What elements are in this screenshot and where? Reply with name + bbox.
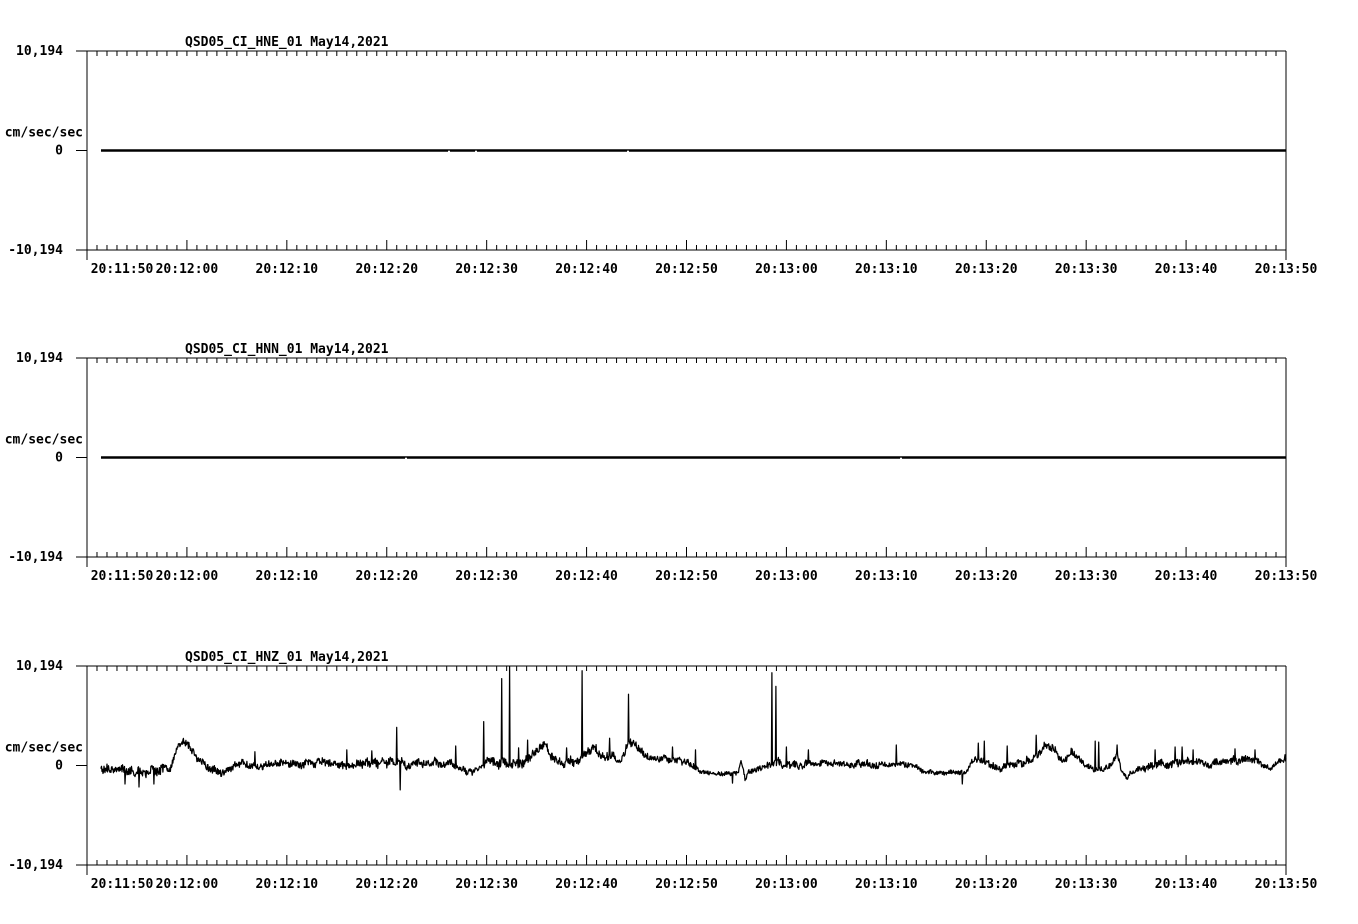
x-tick-label-HNZ-1: 20:12:00 xyxy=(155,877,219,892)
x-tick-label-HNN-11: 20:13:40 xyxy=(1154,569,1218,584)
trace-gap-HNE-1 xyxy=(475,151,477,152)
x-tick-label-HNE-7: 20:13:00 xyxy=(755,262,818,277)
x-tick-label-HNZ-12: 20:13:50 xyxy=(1254,877,1318,892)
y-tick-label-zero-HNN: 0 xyxy=(55,450,63,466)
trace-gap-HNN-0 xyxy=(405,458,407,459)
y-tick-label-zero-HNZ: 0 xyxy=(55,758,63,774)
x-tick-label-HNZ-3: 20:12:20 xyxy=(355,877,419,892)
x-tick-label-HNZ-0: 20:11:50 xyxy=(90,877,154,892)
x-tick-label-HNZ-10: 20:13:30 xyxy=(1054,877,1118,892)
y-tick-label-max-HNN: 10,194 xyxy=(16,351,63,366)
x-tick-label-HNE-0: 20:11:50 xyxy=(90,262,154,277)
x-tick-label-HNZ-11: 20:13:40 xyxy=(1154,877,1218,892)
y-axis-units-HNZ: cm/sec/sec xyxy=(4,740,83,756)
x-tick-label-HNN-8: 20:13:10 xyxy=(855,569,918,584)
x-tick-label-HNE-5: 20:12:40 xyxy=(555,262,618,277)
x-tick-label-HNE-4: 20:12:30 xyxy=(455,262,518,277)
x-tick-label-HNN-4: 20:12:30 xyxy=(455,569,518,584)
x-tick-label-HNE-9: 20:13:20 xyxy=(954,262,1018,277)
x-tick-label-HNN-0: 20:11:50 xyxy=(90,569,154,584)
x-tick-label-HNN-10: 20:13:30 xyxy=(1054,569,1118,584)
x-tick-label-HNZ-6: 20:12:50 xyxy=(655,877,718,892)
x-tick-label-HNN-3: 20:12:20 xyxy=(355,569,419,584)
trace-gap-HNE-0 xyxy=(448,151,450,152)
x-tick-label-HNN-9: 20:13:20 xyxy=(954,569,1018,584)
x-tick-label-HNZ-9: 20:13:20 xyxy=(954,877,1018,892)
x-tick-label-HNN-1: 20:12:00 xyxy=(155,569,219,584)
x-tick-label-HNE-2: 20:12:10 xyxy=(255,262,319,277)
panel-title-HNN: QSD05_CI_HNN_01 May14,2021 xyxy=(185,342,389,357)
y-tick-label-min-HNZ: -10,194 xyxy=(8,858,63,873)
y-tick-label-max-HNZ: 10,194 xyxy=(16,659,63,674)
panel-title-HNE: QSD05_CI_HNE_01 May14,2021 xyxy=(185,35,389,50)
x-tick-label-HNZ-7: 20:13:00 xyxy=(755,877,818,892)
panel-title-HNZ: QSD05_CI_HNZ_01 May14,2021 xyxy=(185,650,389,665)
x-tick-label-HNN-12: 20:13:50 xyxy=(1254,569,1318,584)
x-tick-label-HNE-12: 20:13:50 xyxy=(1254,262,1318,277)
y-tick-label-min-HNN: -10,194 xyxy=(8,550,63,565)
x-tick-label-HNE-10: 20:13:30 xyxy=(1054,262,1118,277)
x-tick-label-HNZ-8: 20:13:10 xyxy=(855,877,918,892)
x-tick-label-HNN-7: 20:13:00 xyxy=(755,569,818,584)
y-axis-units-HNN: cm/sec/sec xyxy=(4,432,83,448)
x-tick-label-HNN-6: 20:12:50 xyxy=(655,569,718,584)
x-tick-label-HNN-2: 20:12:10 xyxy=(255,569,319,584)
y-tick-label-zero-HNE: 0 xyxy=(55,143,63,159)
y-axis-units-HNE: cm/sec/sec xyxy=(4,125,83,141)
x-tick-label-HNE-11: 20:13:40 xyxy=(1154,262,1218,277)
x-tick-label-HNE-8: 20:13:10 xyxy=(855,262,918,277)
x-tick-label-HNE-3: 20:12:20 xyxy=(355,262,419,277)
y-tick-label-max-HNE: 10,194 xyxy=(16,44,63,59)
trace-gap-HNN-1 xyxy=(900,458,902,459)
x-tick-label-HNE-1: 20:12:00 xyxy=(155,262,219,277)
trace-gap-HNE-2 xyxy=(627,151,629,152)
x-tick-label-HNZ-5: 20:12:40 xyxy=(555,877,618,892)
x-tick-label-HNZ-2: 20:12:10 xyxy=(255,877,319,892)
x-tick-label-HNE-6: 20:12:50 xyxy=(655,262,718,277)
x-tick-label-HNN-5: 20:12:40 xyxy=(555,569,618,584)
x-tick-label-HNZ-4: 20:12:30 xyxy=(455,877,518,892)
y-tick-label-min-HNE: -10,194 xyxy=(8,243,63,258)
